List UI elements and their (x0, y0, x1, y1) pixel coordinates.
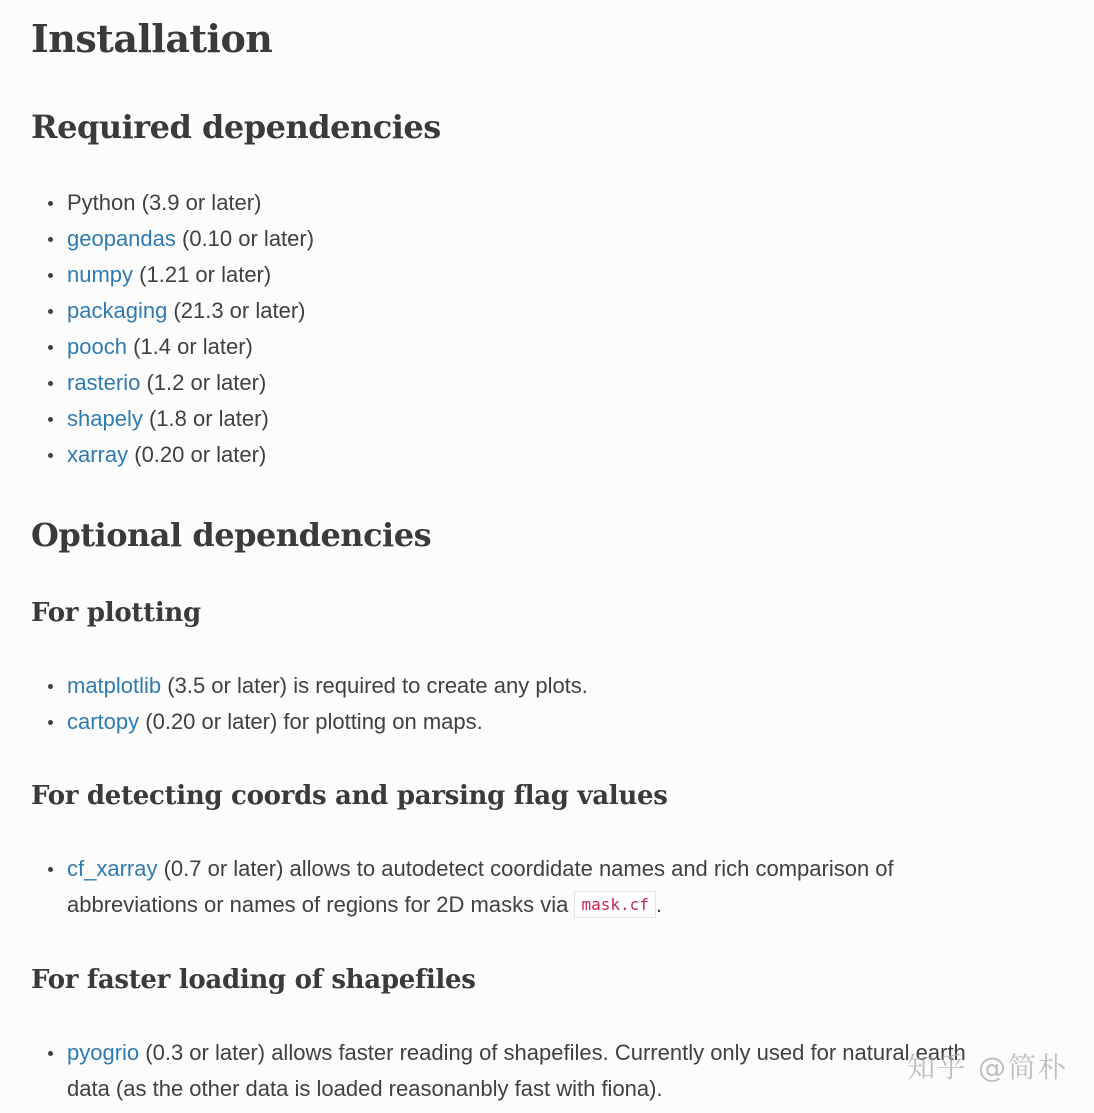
inline-code: mask.cf (574, 891, 655, 918)
dependency-version: (1.4 or later) (126, 334, 253, 359)
dependency-description: (0.7 or later) allows to autodetect coordidate names and rich comparison of (157, 856, 894, 881)
dependency-version: (3.9 or later) (135, 190, 262, 215)
list-item (45, 257, 1045, 293)
coords-dependencies-list (45, 851, 1045, 925)
list-item (45, 668, 1045, 704)
required-dependencies-list (45, 185, 1045, 473)
dependency-description: (3.5 or later) is required to create any plots. (161, 673, 588, 698)
dependency-version: (1.2 or later) (140, 370, 267, 395)
list-item (45, 704, 1045, 740)
watermark: 知乎 @简朴 (907, 1051, 1068, 1084)
shapely-link[interactable]: shapely (67, 406, 143, 431)
plotting-dependencies-list (45, 668, 1045, 740)
dependency-version: (0.10 or later) (175, 226, 315, 251)
list-item (45, 221, 1045, 257)
sentence-end: . (655, 892, 663, 917)
list-item (45, 185, 1045, 221)
list-item (45, 1035, 1045, 1107)
rasterio-link[interactable]: rasterio (67, 370, 141, 395)
pyogrio-link[interactable]: pyogrio (67, 1040, 140, 1065)
page-title: Installation (31, 16, 273, 61)
list-item (45, 293, 1045, 329)
packaging-link[interactable]: packaging (67, 298, 168, 323)
dependency-description: (0.3 or later) allows faster reading of shapefiles. Currently only used for natural earth (139, 1040, 966, 1065)
pooch-link[interactable]: pooch (67, 334, 127, 359)
cartopy-link[interactable]: cartopy (67, 709, 140, 734)
required-dependencies-heading: Required dependencies (31, 108, 441, 146)
matplotlib-link[interactable]: matplotlib (67, 673, 162, 698)
xarray-link[interactable]: xarray (67, 442, 129, 467)
dependency-description: (0.20 or later) for plotting on maps. (139, 709, 483, 734)
shapefiles-dependencies-list (45, 1035, 1045, 1107)
numpy-link[interactable]: numpy (67, 262, 134, 287)
optional-dependencies-heading: Optional dependencies (31, 516, 432, 554)
cf-xarray-link[interactable]: cf_xarray (67, 856, 158, 881)
dependency-description-cont: data (as the other data is loaded reasonanbly fast with fiona). (67, 1076, 663, 1101)
dependency-name: Python (67, 190, 136, 215)
coords-heading: For detecting coords and parsing flag values (31, 781, 668, 811)
dependency-version: (1.21 or later) (133, 262, 272, 287)
plotting-heading: For plotting (31, 598, 201, 628)
dependency-version: (1.8 or later) (142, 406, 269, 431)
dependency-version: (21.3 or later) (167, 298, 306, 323)
list-item (45, 329, 1045, 365)
list-item (45, 851, 1045, 925)
list-item (45, 437, 1045, 473)
list-item (45, 365, 1045, 401)
shapefiles-heading: For faster loading of shapefiles (31, 965, 476, 995)
dependency-description-cont: abbreviations or names of regions for 2D masks via (67, 892, 575, 917)
geopandas-link[interactable]: geopandas (67, 226, 176, 251)
dependency-version: (0.20 or later) (128, 442, 267, 467)
list-item (45, 401, 1045, 437)
